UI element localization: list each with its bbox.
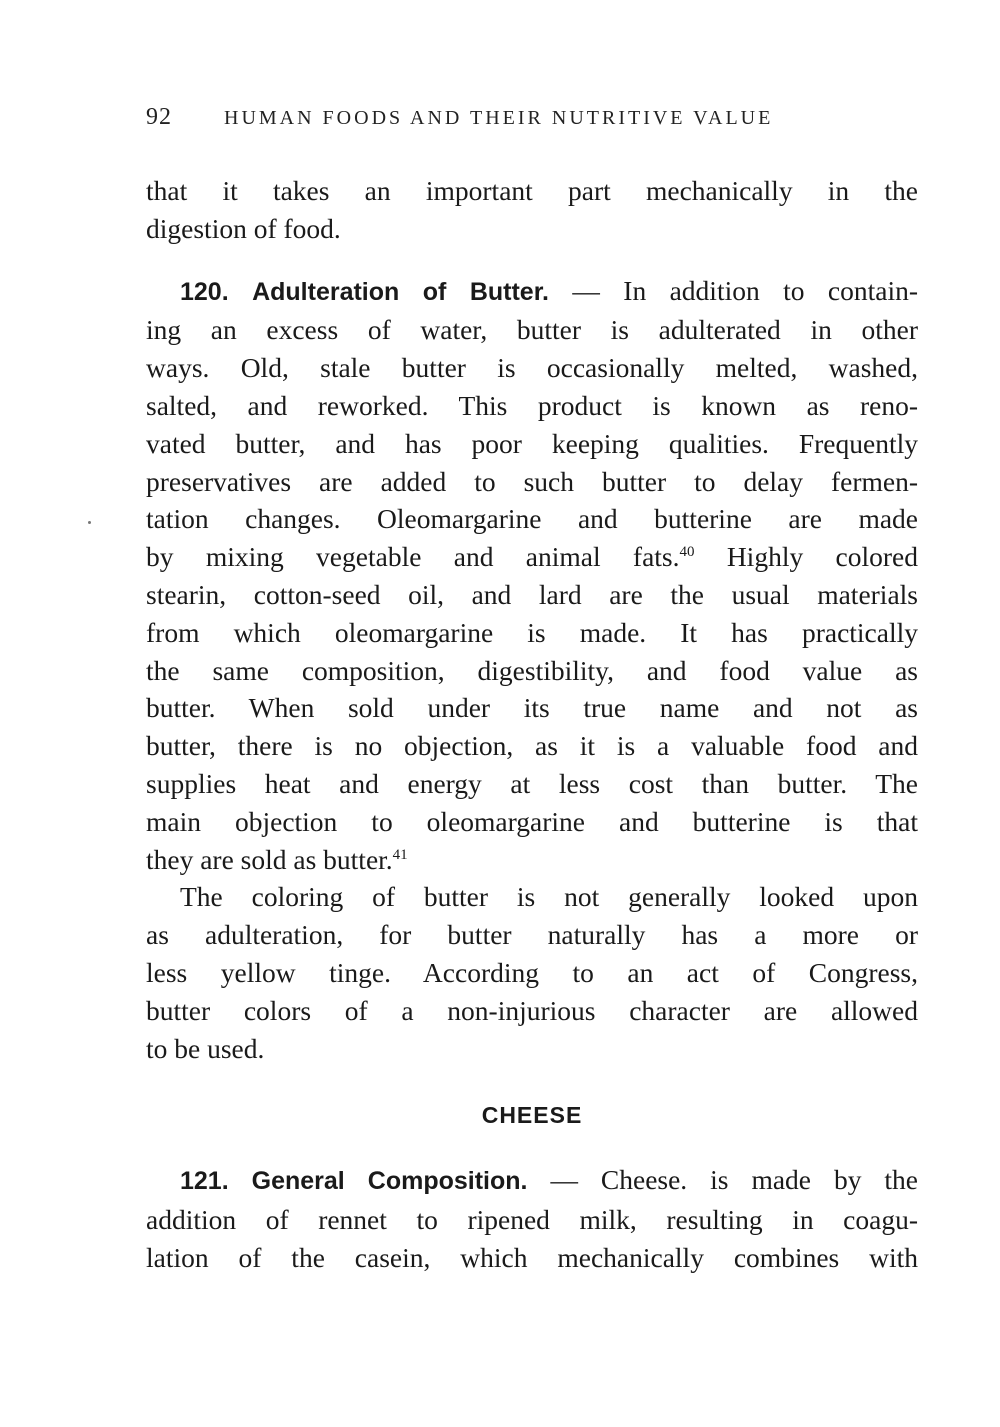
text-line: butter colors of a non-injurious character are allowed — [146, 994, 918, 1026]
continuation-paragraph — [146, 172, 918, 248]
text-line: addition of rennet to ripened milk, resulting in coagu- — [146, 1203, 918, 1235]
text-fragment: — In addition to contain- — [549, 274, 918, 306]
text-line: ways. Old, stale butter is occasionally melted, washed, — [146, 352, 918, 384]
cheese-heading: CHEESE — [481, 1102, 583, 1129]
section-120-paragraph — [146, 272, 918, 879]
text-line: the same composition, digestibility, and food value as — [146, 654, 918, 686]
text-line: butter. When sold under its true name and not as — [146, 692, 918, 724]
text-line — [146, 1161, 918, 1201]
text-line: stearin, cotton-seed oil, and lard are the usual materials — [146, 578, 918, 610]
page-body — [146, 172, 918, 1277]
text-line: butter, there is no objection, as it is a valuable food and — [146, 730, 918, 762]
text-line: preservatives are added to such butter to delay fermen- — [146, 465, 918, 497]
text-line: The coloring of butter is not generally looked upon — [180, 881, 918, 913]
coloring-paragraph — [146, 878, 918, 1067]
text-line: to be used. — [146, 1032, 265, 1064]
text-line: vated butter, and has poor keeping qualities. Frequently — [146, 427, 918, 459]
text-line: lation of the casein, which mechanically combines with — [146, 1241, 918, 1273]
section-title: Adulteration of Butter. — [252, 277, 549, 306]
text-line: tation changes. Oleomargarine and butterine are made — [146, 503, 918, 535]
text-line: that it takes an important part mechanically in the — [146, 175, 918, 206]
text-line: from which oleomargarine is made. It has practically — [146, 616, 918, 648]
text-line: less yellow tinge. According to an act of Congress, — [146, 956, 918, 988]
running-head — [146, 104, 918, 144]
text-fragment: Highly colored — [694, 541, 918, 573]
text-line — [146, 272, 918, 312]
page-number: 92 — [146, 104, 172, 130]
section-number: 121. — [180, 1167, 229, 1196]
section-121-paragraph — [146, 1161, 918, 1276]
footnote-ref-41: 41 — [392, 846, 408, 863]
stray-ink-mark — [88, 521, 91, 524]
text-line: as adulteration, for butter naturally has a more or — [146, 919, 918, 951]
text-line: salted, and reworked. This product is known as reno- — [146, 389, 918, 421]
footnote-ref-40: 40 — [679, 544, 695, 561]
book-page — [146, 104, 918, 1277]
section-title: General Composition. — [251, 1167, 528, 1196]
text-line: ing an excess of water, butter is adulterated in other — [146, 314, 918, 346]
text-line: supplies heat and energy at less cost than butter. The — [146, 767, 918, 799]
text-fragment: by mixing vegetable and animal fats. — [146, 541, 680, 573]
text-line: digestion of food. — [146, 212, 341, 244]
text-line — [146, 538, 918, 576]
text-fragment: — Cheese. is made by the — [527, 1164, 919, 1196]
section-number: 120. — [180, 277, 229, 306]
text-line — [146, 841, 918, 879]
running-title: HUMAN FOODS AND THEIR NUTRITIVE VALUE — [224, 107, 774, 129]
text-fragment: they are sold as butter. — [146, 843, 393, 875]
text-line: main objection to oleomargarine and butterine is that — [146, 805, 918, 837]
